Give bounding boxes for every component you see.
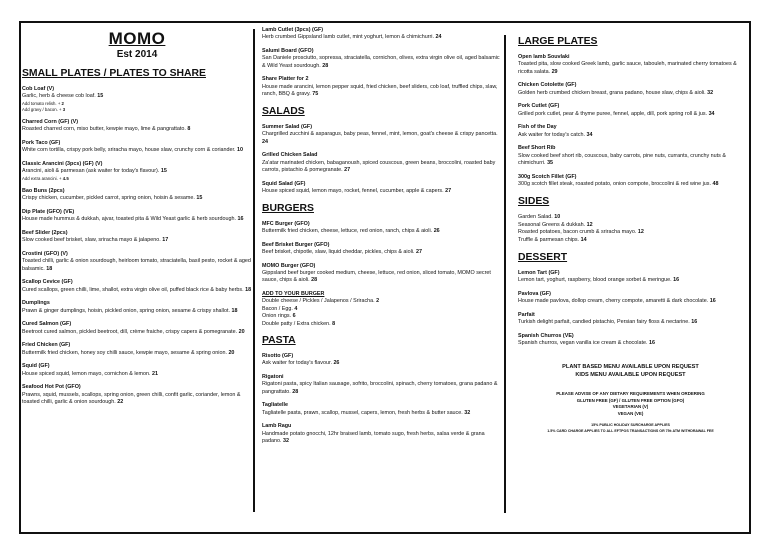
burger-addon-text: Double patty / Extra chicken.: [262, 320, 333, 327]
side-item: [518, 229, 743, 237]
side-item-price: 12: [586, 221, 593, 228]
dietary-line-1: PLEASE ADVISE OF ANY DIETARY REQUIREMENTS WHEN ORDERING: [556, 391, 705, 396]
menu-item: [262, 242, 502, 257]
item-price: 16: [709, 298, 716, 305]
item-description-text: Slow cooked beef brisket, slaw, sriracha mayo & jalapeno.: [22, 237, 163, 244]
dietary-line-2: GLUTEN FREE (GF) / GLUTEN FREE OPTION (GFO): [576, 397, 685, 403]
item-description-text: San Daniele prosciutto, sopressa, straciatella, cornichon, olives, extra virgin olive oil, aged balsamic & Wild Yeast sourdough.: [262, 55, 500, 69]
item-description-text: 300g scotch fillet steak, roasted potato, onion compote, broccolini & red wine jus.: [518, 181, 713, 188]
item-description-text: Ask waiter for today's catch.: [518, 131, 587, 138]
item-description-text: Slow cooked beef short rib, couscous, baby carrots, pine nuts, currants, crunchy nuts & chimichurri.: [518, 152, 726, 167]
section-title-burgers: BURGERS: [262, 202, 314, 214]
item-description: [262, 55, 502, 70]
side-item-text: Seasonal Greens & dukkah.: [518, 221, 587, 228]
kids-menu-notice: KIDS MENU AVAILABLE UPON REQUEST: [575, 372, 686, 378]
burger-addon-price: 2: [376, 298, 380, 305]
section-title-small-plates: SMALL PLATES / PLATES TO SHARE: [22, 68, 206, 79]
addon-price: 4.5: [62, 175, 69, 181]
large-plates-list: [518, 54, 743, 189]
item-price: 34: [586, 131, 593, 138]
section-title-pasta: PASTA: [262, 335, 296, 347]
item-description: [22, 168, 252, 175]
small-plates-list: [22, 86, 252, 407]
restaurant-logo: MOMO: [108, 29, 166, 48]
item-name: Open lamb Souvlaki: [518, 54, 570, 60]
section-title-sides: SIDES: [518, 195, 550, 207]
item-description: [518, 90, 743, 97]
item-price: 27: [445, 188, 452, 195]
item-price: 26: [333, 360, 340, 367]
item-price: 16: [691, 319, 698, 326]
dessert-list: [518, 270, 743, 348]
item-addon: [22, 176, 252, 182]
item-description-text: Crispy chicken, cucumber, pickled carrot, spring onion, hoisin & sesame.: [22, 195, 197, 202]
burger-addon-price: 8: [332, 320, 336, 327]
item-name: Fried Chicken (GF): [22, 342, 71, 349]
item-description-text: Chargrilled zucchini & asparagus, baby peas, fennel, mint, lemon, goat's cheese & crispy pancetta.: [262, 131, 498, 138]
menu-item: [262, 353, 502, 368]
item-name: Beef Brisket Burger (GFO): [262, 241, 330, 248]
side-item-text: Truffle & parmesan chips.: [518, 237, 581, 244]
item-name: Cob Loaf (V): [22, 86, 55, 92]
item-name: Salumi Board (GFO): [262, 48, 314, 54]
item-description: [22, 237, 252, 244]
burger-addon-price: 4: [294, 305, 298, 312]
item-price: 15: [160, 168, 167, 175]
item-description: [262, 360, 502, 367]
item-name: Dumplings: [22, 300, 50, 307]
item-price: 32: [282, 438, 289, 445]
item-description: [22, 195, 252, 202]
menu-item: [262, 152, 502, 174]
item-price: 35: [547, 160, 554, 167]
menu-item: [22, 363, 252, 378]
side-item-text: Roasted potatoes, bacon crumb & sriracha mayo.: [518, 229, 638, 236]
item-name: Spanish Churros (VE): [518, 333, 574, 339]
menu-item: [22, 86, 252, 113]
menu-item: [518, 312, 743, 327]
item-name: Tagliatelle: [262, 402, 288, 409]
item-name: Beef Slider (2pcs): [22, 230, 68, 236]
side-item: [518, 222, 743, 230]
item-price: 24: [262, 138, 268, 145]
burger-addon-text: Bacon / Egg.: [262, 305, 295, 312]
menu-item: [22, 230, 252, 245]
addon-price: 2: [61, 100, 64, 106]
salads-list: [262, 124, 502, 196]
item-description-text: Turkish delight parfait, candied pistachio, Persian fairy floss & nectarine.: [518, 319, 692, 326]
item-description: [22, 93, 252, 100]
item-description: [518, 277, 743, 284]
section-title-salads: SALADS: [262, 105, 305, 117]
item-name: Lamb Cutlet (3pcs) (GF): [262, 27, 324, 33]
burger-addons-title: ADD TO YOUR BURGER: [262, 291, 325, 298]
menu-item: [22, 342, 252, 357]
dietary-line-4: VEGAN (VE): [617, 410, 644, 416]
item-name: Classic Arancini (3pcs) (GF) (V): [22, 161, 103, 167]
burger-addon-price: 6: [292, 313, 296, 320]
item-description: [22, 371, 252, 378]
item-description: [262, 270, 502, 285]
item-name: Lamb Ragu: [262, 423, 292, 430]
item-description: [262, 228, 502, 235]
pasta-list: [262, 353, 502, 446]
item-name: Dip Plate (GFO) (VE): [22, 209, 75, 215]
menu-item: [22, 119, 252, 134]
burger-addon: [262, 321, 502, 328]
item-price: 21: [152, 370, 159, 377]
item-description: [262, 249, 502, 256]
item-price: 29: [551, 68, 558, 75]
item-description-text: House made arancini, lemon pepper squid, fried chicken, beef sliders, cob loaf, truffled chips, slaw, ranch, BBQ & gravy.: [262, 83, 498, 98]
item-description: [518, 340, 743, 347]
item-description: [518, 181, 743, 188]
item-description-text: House spiced squid, lemon mayo, rocket, fennel, cucumber, apple & capers.: [262, 188, 446, 195]
menu-item: [518, 82, 743, 97]
item-description: [262, 431, 502, 446]
item-description-text: Garlic, herb & cheese cob loaf.: [22, 93, 98, 100]
item-price: 22: [117, 399, 124, 406]
menu-item: [22, 384, 252, 406]
item-description-text: Prawn & ginger dumplings, hoisin, pickled onion, spring onion, sesame & crispy shallot.: [22, 307, 232, 314]
item-description: [262, 188, 502, 195]
item-price: 28: [311, 277, 318, 284]
side-item-price: 10: [554, 213, 561, 220]
item-description-text: Buttermilk fried chicken, honey soy chilli sauce, kewpie mayo, sesame & spring onion.: [22, 349, 229, 356]
item-description: [262, 381, 502, 396]
item-name: MFC Burger (GFO): [262, 220, 310, 227]
item-description-text: Gippsland beef burger cooked medium, cheese, lettuce, red onion, sliced tomato, MOMO secret sauce, chips & aioli.: [262, 270, 491, 284]
menu-item: [518, 145, 743, 167]
item-price: 15: [97, 93, 104, 100]
item-description: [518, 298, 743, 305]
item-price: 16: [237, 216, 244, 223]
menu-item: [262, 374, 502, 396]
item-description: [518, 111, 743, 118]
menu-item: [22, 279, 252, 294]
item-name: Scallop Cevice (GF): [22, 279, 73, 286]
item-description: [22, 147, 252, 154]
item-name: Bao Buns (2pcs): [22, 188, 65, 194]
item-price: 16: [648, 340, 655, 347]
item-name: Squid Salad (GF): [262, 180, 306, 187]
item-price: 18: [46, 265, 53, 272]
section-title-large-plates: LARGE PLATES: [518, 36, 598, 47]
menu-item: [22, 209, 252, 224]
item-description-text: Toasted chilli, garlic & onion sourdough, heirloom tomato, straciatella, basil pesto, rocket & aged balsamic.: [22, 258, 251, 272]
burger-addon-text: Double cheese / Pickles / Jalapenos / Sriracha.: [262, 298, 377, 305]
menu-item: [262, 181, 502, 196]
item-name: Rigatoni: [262, 374, 284, 381]
side-item-price: 12: [637, 229, 644, 236]
item-name: 300g Scotch Fillet (GF): [518, 173, 577, 180]
column-left: [22, 29, 252, 413]
item-description-text: Prawns, squid, mussels, scallops, spring onion, green chilli, confit garlic, coriander, lemon & toasted chilli, garlic & onion sourdough.: [22, 391, 241, 406]
menu-item: [518, 103, 743, 118]
side-item-price: 14: [580, 237, 587, 244]
burger-addon: [262, 298, 502, 305]
item-description: [262, 131, 502, 146]
item-price: 34: [708, 110, 715, 117]
item-description: [518, 319, 743, 326]
menu-item: [262, 221, 502, 236]
menu-item: [262, 124, 502, 146]
item-name: Charred Corn (GF) (V): [22, 119, 79, 125]
item-name: Squid (GF): [22, 363, 50, 370]
item-description-text: House made hummus & dukkah, ajvar, toasted pita & Wild Yeast garlic & herb sourdough.: [22, 216, 238, 223]
item-name: Summer Salad (GF): [262, 123, 313, 130]
item-description: [22, 329, 252, 336]
menu-item: [262, 27, 502, 42]
established-year: Est 2014: [116, 49, 158, 60]
item-price: 16: [673, 277, 680, 284]
column-divider-right: [504, 35, 506, 513]
item-description-text: Arancini, aioli & parmesan (ask waiter for today's flavour).: [22, 168, 161, 175]
item-description-text: Golden herb crumbed chicken breast, grana padano, house slaw, chips & aioli.: [518, 89, 708, 96]
menu-item: [22, 251, 252, 273]
menu-item: [518, 124, 743, 139]
burger-addons-list: [262, 298, 502, 328]
item-price: 8: [187, 126, 191, 133]
surcharge-notice: 15% PUBLIC HOLIDAY SURCHARGE APPLIES: [591, 423, 670, 428]
menu-item: [22, 140, 252, 155]
item-price: 32: [464, 409, 471, 416]
item-name: Grilled Chicken Salad: [262, 152, 318, 159]
menu-item: [262, 402, 502, 417]
share-list: [262, 27, 502, 99]
item-price: 48: [712, 181, 719, 188]
item-name: Chicken Cotolette (GF): [518, 82, 577, 89]
item-price: 32: [707, 89, 714, 96]
item-description: [518, 153, 743, 168]
item-description-text: Handmade potato gnocchi, 12hr braised lamb, tomato sugo, fresh herbs, salsa verde & grana padano.: [262, 430, 485, 445]
item-price: 20: [228, 349, 235, 356]
item-description: [22, 287, 252, 294]
menu-item: [262, 76, 502, 98]
menu-item: [262, 263, 502, 285]
menu-item: [22, 321, 252, 336]
item-description: [262, 34, 502, 41]
item-name: Beef Short Rib: [518, 145, 556, 152]
item-name: Lemon Tart (GF): [518, 270, 560, 276]
item-name: Seafood Hot Pot (GFO): [22, 384, 81, 391]
addon-text: Add gravy / bacon. +: [22, 106, 63, 112]
menu-item: [22, 188, 252, 203]
menu-item: [22, 161, 252, 182]
menu-item: [262, 48, 502, 70]
item-description-text: Spanish churros, vegan vanilla ice cream & chocolate.: [518, 340, 649, 347]
burger-addon: [262, 313, 502, 320]
item-description-text: House spiced squid, lemon mayo, cornichon & lemon.: [22, 370, 153, 377]
item-name: Share Platter for 2: [262, 76, 309, 83]
item-addon: [22, 107, 252, 113]
item-price: 24: [435, 34, 442, 41]
item-description: [22, 216, 252, 223]
item-description-text: Roasted charred corn, miso butter, kewpie mayo, lime & pangrattato.: [22, 126, 188, 133]
item-description: [22, 126, 252, 133]
item-description-text: Beetroot cured salmon, pickled beetroot, dill, crème fraiche, crispy capers & pomegranate.: [22, 328, 239, 335]
item-price: 17: [162, 237, 169, 244]
item-description-text: Herb crumbed Gippsland lamb cutlet, mint yoghurt, lemon & chimichurri.: [262, 34, 436, 41]
item-description: [22, 258, 252, 273]
item-description: [262, 160, 502, 175]
item-name: Pork Taco (GF): [22, 140, 61, 146]
column-right: [518, 33, 743, 434]
side-item-text: Garden Salad.: [518, 213, 555, 220]
menu-item: [22, 300, 252, 315]
addon-text: Add extra arancini. +: [22, 175, 63, 181]
burgers-list: [262, 221, 502, 285]
dietary-line-3: VEGETARIAN (V): [612, 404, 649, 410]
item-price: 18: [245, 286, 252, 293]
sides-list: [518, 214, 743, 245]
item-description-text: Buttermilk fried chicken, cheese, lettuce, red onion, ranch, chips & aioli.: [262, 228, 434, 235]
plant-based-notice: PLANT BASED MENU AVAILABLE UPON REQUEST: [562, 364, 699, 370]
item-description: [262, 410, 502, 417]
menu-item: [518, 174, 743, 189]
item-name: Crostini (GFO) (V): [22, 251, 68, 257]
side-item: [518, 214, 743, 222]
item-description: [22, 392, 252, 407]
item-name: Risotto (GF): [262, 353, 294, 360]
menu-item: [262, 423, 502, 445]
item-price: 18: [231, 307, 238, 314]
item-name: Parfait: [518, 312, 535, 318]
item-price: 10: [237, 147, 244, 154]
item-description-text: Lemon tart, yoghurt, raspberry, blood orange sorbet & meringue.: [518, 277, 674, 284]
item-price: 15: [196, 195, 203, 202]
item-description-text: Toasted pita, slow cooked Greek lamb, garlic sauce, tabouleh, marinated cherry tomatoes & ricotta salata.: [518, 61, 737, 75]
item-price: 26: [433, 228, 440, 235]
item-description-text: Beef brisket, chipotle, slaw, liquid cheddar, pickles, chips & aioli.: [262, 249, 417, 256]
item-price: 27: [344, 167, 351, 174]
column-divider-left: [253, 29, 255, 512]
addon-price: 3: [62, 106, 66, 112]
item-description: [518, 132, 743, 139]
item-description-text: Cured scallops, green chilli, lime, shallot, extra virgin olive oil, puffed black rice & baby herbs.: [22, 286, 246, 293]
item-description-text: Tagliatelle pasta, prawn, scallop, mussel, capers, lemon, fresh herbs & butter sauce.: [262, 409, 465, 416]
menu-item: [518, 270, 743, 285]
item-name: Fish of the Day: [518, 124, 557, 131]
item-price: 20: [238, 328, 245, 335]
item-name: Cured Salmon (GF): [22, 321, 72, 328]
item-description-text: Za'atar marinated chicken, babaganoush, spiced couscous, green beans, broccolini, roasted baby carrots, pistachio & pomegranate.: [262, 159, 496, 174]
item-price: 27: [416, 249, 423, 256]
item-description-text: Rigatoni pasta, spicy Italian sausage, sofrito, broccolini, spinach, cherry tomatoes, grana padano & pangrattato.: [262, 381, 498, 395]
item-description: [22, 308, 252, 315]
item-description: [22, 350, 252, 357]
burger-addon: [262, 306, 502, 313]
item-price: 75: [312, 91, 319, 98]
item-description-text: Ask waiter for today's flavour.: [262, 360, 334, 367]
item-name: MOMO Burger (GFO): [262, 262, 316, 269]
menu-item: [518, 291, 743, 306]
side-item: [518, 237, 743, 245]
burger-addon-text: Onion rings.: [262, 313, 293, 320]
item-name: Pavlova (GF): [518, 291, 551, 297]
item-description-text: Grilled pork cutlet, pear & thyme puree, fennel, apple, dill, pork spring roll & jus.: [518, 110, 709, 117]
item-price: 28: [292, 388, 299, 395]
item-description: [262, 84, 502, 99]
item-description-text: White corn tortilla, crispy pork belly, sriracha mayo, house slaw, crunchy corn & coriander.: [22, 147, 238, 154]
item-description: [518, 61, 743, 76]
item-name: Pork Cutlet (GF): [518, 103, 560, 110]
item-price: 28: [322, 62, 329, 69]
item-description-text: House made pavlova, dollop cream, cherry compote, amaretti & dark chocolate.: [518, 298, 710, 305]
card-charge-notice: 1.5% CARD CHARGE APPLIES TO ALL EFTPOS TRANSACTIONS OR 75¢ ATM WITHDRAWAL FEE: [547, 429, 714, 434]
addon-text: Add tomato relish. +: [22, 100, 62, 106]
menu-item: [518, 333, 743, 348]
menu-item: [518, 54, 743, 76]
section-title-dessert: DESSERT: [518, 252, 568, 263]
column-middle: [262, 27, 502, 452]
